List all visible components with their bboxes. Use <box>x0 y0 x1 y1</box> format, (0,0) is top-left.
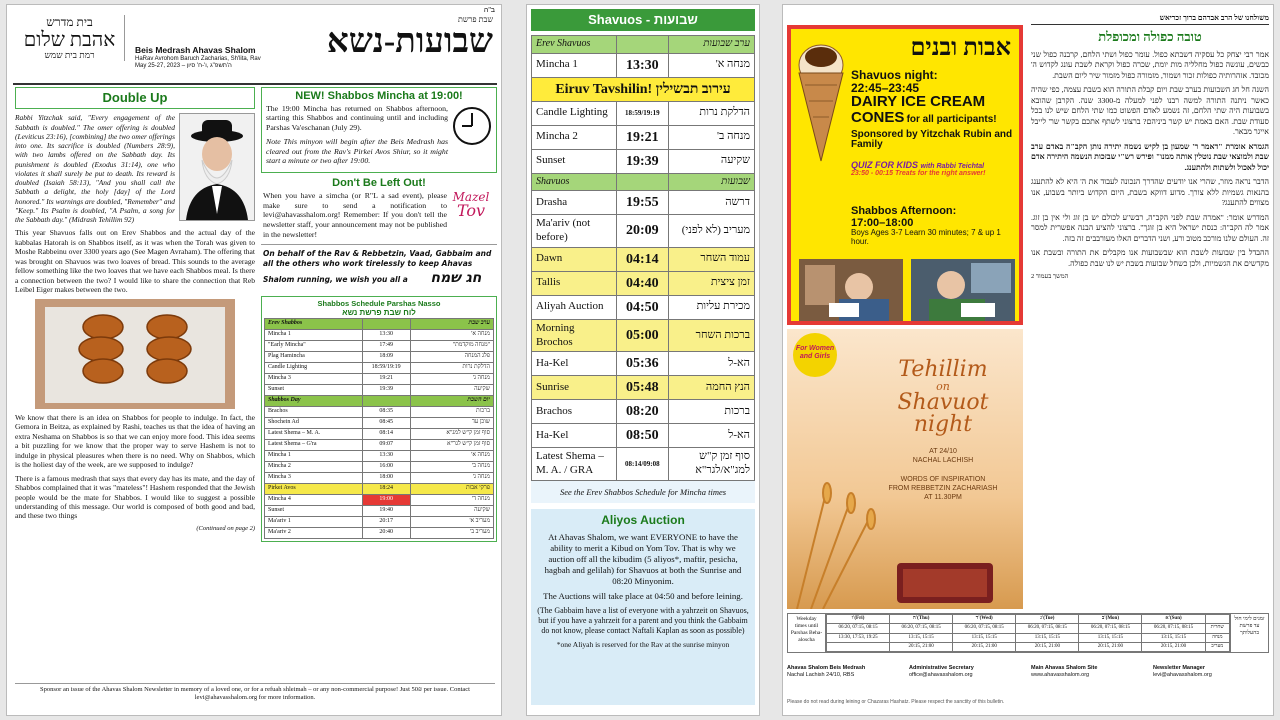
schedule-row <box>265 352 494 363</box>
contact-title: Ahavas Shalom Beis Medrash <box>787 665 866 671</box>
schedule-time: 20:40 <box>362 528 410 539</box>
shavuos-row <box>532 77 755 101</box>
mincha-title: NEW! Shabbos Mincha at 19:00! <box>266 90 492 104</box>
schedule-time: 08:35 <box>362 407 410 418</box>
shavuos-time: 18:59/19:19 <box>616 101 668 125</box>
weekday-header-row <box>827 615 1230 624</box>
aliyos-para-4: *one Aliyah is reserved for the Rav at the sunrise minyon <box>556 640 730 650</box>
schedule-event: "Early Mincha" <box>265 341 363 352</box>
shavuos-time <box>616 173 668 191</box>
schedule-row <box>265 341 494 352</box>
weekday-time: 20:15, 21:00 <box>1142 642 1205 651</box>
parsha-title: שבועות-נשא <box>326 23 493 60</box>
schedule-row <box>265 418 494 429</box>
shavuos-event: Sunset <box>532 149 617 173</box>
schedule-row <box>265 462 494 473</box>
afternoon-time: 17:00–18:00 <box>851 217 914 230</box>
schedule-row <box>265 319 494 330</box>
shavuos-event: Ha-Kel <box>532 352 617 376</box>
shavuos-title-he: שבועות <box>653 12 698 27</box>
schedule-event-he: שוכן עד <box>410 418 493 429</box>
wheat-illustration <box>787 479 1023 609</box>
tov-word: Tov <box>456 200 486 220</box>
schedule-time: 19:21 <box>362 374 410 385</box>
weekday-time: 06:20, 07:15, 08:15 <box>1016 624 1079 633</box>
schedule-event: Candle Lighting <box>265 363 363 374</box>
shavuos-event-he: שבועות <box>668 173 754 191</box>
schedule-event: Mincha 3 <box>265 473 363 484</box>
tehillim-on: on <box>936 380 950 393</box>
shavuos-time: 20:09 <box>616 215 668 248</box>
shavuos-time: 04:14 <box>616 247 668 271</box>
schedule-row <box>265 374 494 385</box>
schedule-event: Shabbos Day <box>265 396 363 407</box>
shavuos-event: Erev Shavuos <box>532 36 617 54</box>
schedule-row <box>265 440 494 451</box>
schedule-row <box>265 528 494 539</box>
shavuos-time: 13:30 <box>616 53 668 77</box>
weekday-time: 20:15, 21:00 <box>953 642 1016 651</box>
weekday-time: 13:15, 15:15 <box>1016 633 1079 642</box>
contact-title: Administrative Secretary <box>909 665 974 671</box>
schedule-time: 18:24 <box>362 484 410 495</box>
mincha-note: Note This minyon will begin after the Beis Medrash has cleared out from the Rav's Pirkei Avos Shiur, so it might start a minute or two after 19:00. <box>266 136 448 166</box>
tehillim-title <box>873 359 1013 436</box>
shavuos-event-he: הדלקת נרות <box>668 101 754 125</box>
weekday-day: ה'(Thu) <box>890 615 953 624</box>
avos-title: אבות ובנים <box>910 35 1011 61</box>
weekday-time: 13:30, 17:53, 19:25 <box>827 633 890 642</box>
shavuos-event-he: שקיעה <box>668 149 754 173</box>
torah-heading: משולחנו של הרב אברהם ברוך זכריאש <box>1031 13 1269 25</box>
weekday-day: ב'(Mon) <box>1079 615 1142 624</box>
weekday-day: ג'(Tue) <box>1016 615 1079 624</box>
schedule-title-he: לוח שבת פרשת נשא <box>264 308 494 318</box>
shavuos-event: Ma'ariv (not before) <box>532 215 617 248</box>
shavuos-row <box>532 215 755 248</box>
tehillim-flyer <box>787 329 1023 609</box>
schedule-event-he: פלג המנחה <box>410 352 493 363</box>
challah-photo <box>35 299 235 409</box>
torah-continued: המשך בעמוד 2 <box>1031 273 1069 281</box>
masthead <box>135 45 335 71</box>
masthead-title: Beis Medrash Ahavas Shalom <box>135 45 256 55</box>
aliyos-para-3: (The Gabbaim have a list of everyone with a yahrzeit on Shavuos, but if you have a yahrzeit for a parent and you think the Gabbaim do not know, please contact Naftali Kaplan as soon as possible) <box>537 606 749 636</box>
aliyos-auction <box>531 509 755 705</box>
shavuos-row <box>532 36 755 54</box>
shavuos-time: 19:21 <box>616 125 668 149</box>
shavuos-event: Ha-Kel <box>532 424 617 448</box>
shabbos-schedule <box>261 296 497 542</box>
double-up-para-2: We know that there is an idea on Shabbos for people to indulge. In fact, the Gemora in Beitza, as explained by Rashi, teaches us that the idea of having an extra Neshama on Shabbos is so that we can enjoy more food. This idea seems a bit puzzling for we know that the proper way to serve Hashem is not to indulge in physical pleasures when there is no need. Why on Shabbos, which is the holiest day of the week, are we supposed to indulge? <box>15 412 255 470</box>
schedule-time <box>362 396 410 407</box>
weekday-time: 06:20, 07:15, 08:15 <box>827 624 890 633</box>
tehillim-location: NACHAL LACHISH <box>912 457 974 465</box>
tehillim-address: AT 24/10 <box>929 448 957 455</box>
shavuos-time: 08:14/09:08 <box>616 448 668 481</box>
torah-para-1: אמר רבי יצחק כל עסקיה דשבתא כפול. עומר כפול ושתי הלחם, קרבנה כפול שני כבשים, עונשה כפול מחלליה מות יומת, שכרה כפול וקראת לשבת עונג לקדוש ה' מכובד. אזהרותיה כפולות זכור ושמור, מזמורה כפול מזמור שיר ליום השבת. <box>1031 49 1269 80</box>
afternoon-title: Shabbos Afternoon: <box>851 205 957 217</box>
schedule-row <box>265 363 494 374</box>
weekday-time: 06:20, 07:15, 08:15 <box>1142 624 1205 633</box>
shavuos-event-he: ערב שבועות <box>668 36 754 54</box>
shavuos-event: Candle Lighting <box>532 101 617 125</box>
avos-line-4b: for all participants! <box>906 113 997 125</box>
avos-line-1: Shavuos night: <box>851 68 938 82</box>
aliyos-para-2: The Auctions will take place at 04:50 and before leining. <box>543 591 743 602</box>
torah-para-5: המדרש אומר: "אמרה שבת לפני הקב"ה, רבש"ע לכולם יש בן זוג ולי אין בן זוג. אמר לה הקב"ה: כנסת ישראל היא בן זוגך". ברצוני להציע הבנה אפשרית למסר זה. העולם שלנו מורכב מטוב ורע, ושני הדברים האלו מעורבבים זה בזה. <box>1031 212 1269 243</box>
shavuos-event-he: מנחה א' <box>668 53 754 77</box>
schedule-event: Erev Shabbos <box>265 319 363 330</box>
mazel-word: Mazel <box>452 189 490 204</box>
newsletter-page-2 <box>526 4 760 716</box>
weekday-row-label: מעריב <box>1205 642 1229 651</box>
schedule-time: 08:14 <box>362 429 410 440</box>
quiz-time: 23:50 - 00:15 Treats for the right answer! <box>851 170 986 178</box>
schedule-event: Mincha 1 <box>265 330 363 341</box>
schedule-time: 18:00 <box>362 473 410 484</box>
schedule-event-he: מנחה ד' <box>410 495 493 506</box>
logo-line-3: רמת בית שמש <box>44 50 95 60</box>
schedule-event-he: "מנחה מוקדמת" <box>410 341 493 352</box>
weekday-day: ד'(Wed) <box>953 615 1016 624</box>
left-out-box <box>261 177 497 239</box>
schedule-row <box>265 495 494 506</box>
chag-wish-text: On behalf of the Rav & Rebbetzin, Vaad, Gabbaim and all the others who work tirelessly to keep Ahavas Shalom running, we wish you all a <box>263 248 492 284</box>
avos-line-2: 22:45–23:45 <box>851 80 920 95</box>
contact-block <box>787 665 903 679</box>
schedule-event-he: שקיעה <box>410 385 493 396</box>
contact-detail: Nachal Lachish 24/10, RBS <box>787 671 855 678</box>
quiz-title: QUIZ FOR KIDS <box>851 159 918 170</box>
shavuos-event: Mincha 2 <box>532 125 617 149</box>
logo <box>15 15 125 61</box>
shavuos-row <box>532 53 755 77</box>
schedule-time: 08:45 <box>362 418 410 429</box>
torah-title: טובה כפולה ומכופלת <box>1098 29 1202 45</box>
shavuos-row <box>532 173 755 191</box>
afternoon-desc: Boys Ages 3-7 Learn 30 minutes; 7 & up 1 hour. <box>851 228 1001 246</box>
schedule-row <box>265 517 494 528</box>
schedule-event-he: ברכות <box>410 407 493 418</box>
contact-block <box>909 665 1025 679</box>
continued-note: (Continued on page 2) <box>196 524 255 532</box>
shavuos-event: Tallis <box>532 271 617 295</box>
newsletter-page-3 <box>782 4 1274 716</box>
shabbos-afternoon <box>851 205 1019 247</box>
schedule-time: 16:00 <box>362 462 410 473</box>
schedule-row <box>265 473 494 484</box>
contact-title: Main Ahavas Shalom Site <box>1031 665 1098 671</box>
schedule-time: 19:00 <box>362 495 410 506</box>
avos-sponsor: Sponsored by Yitzchak Rubin and Family <box>851 128 1013 151</box>
avos-ubanim-flyer <box>787 25 1023 325</box>
torah-para-2: השנה חל חג השבועות בערב שבת ויום קבלת התורה הוא בשבת עצמה, כפי שהיה כאשר ניתנה התורה למשה רבנו לפני למעלה מ-3300 שנה. הקרבן שהובא בשבועות היה שתי הלחם, זה נשמע לאדם הפשוט כמו שתי הלחם שיש לנו בכל סעודת שבת. האם באמת יש קשר ביניהם? ברצוני לשתף אתכם בקשר שר' לייבל אייגר מבאר. <box>1031 85 1269 137</box>
schedule-time: 19:39 <box>362 385 410 396</box>
tehillim-speaker: FROM REBBETZIN ZACHARIASH <box>888 485 998 493</box>
shavuos-schedule <box>531 35 755 503</box>
weekday-time <box>827 642 890 651</box>
schedule-event-he: הדלקת נרות <box>410 363 493 374</box>
schedule-row <box>265 451 494 462</box>
weekday-day: ו'(Fri) <box>827 615 890 624</box>
shavuos-event-he: ברכות <box>668 400 754 424</box>
avos-info <box>851 69 1019 177</box>
weekday-day: א'(Sun) <box>1142 615 1205 624</box>
schedule-time: 18:09 <box>362 352 410 363</box>
eiruv-banner: Eiruv Tavshilin! עירוב תבשילין <box>532 77 755 101</box>
masthead-date: May 25-27, 2023 – ה'תשפ"ג ,ו'-ח' סיון <box>135 63 232 70</box>
shavuos-event: Latest Shema – M. A. / GRA <box>532 448 617 481</box>
weekday-row <box>827 642 1230 651</box>
schedule-title-en: Shabbos Schedule Parshas Nasso <box>264 299 494 308</box>
schedule-table <box>264 318 494 539</box>
schedule-event: Latest Shema – M. A. <box>265 429 363 440</box>
weekday-time: 13:15, 15:15 <box>953 633 1016 642</box>
schedule-event-he: מנחה ב' <box>410 462 493 473</box>
schedule-event-he: סוף זמן ק"ש לגר"א <box>410 440 493 451</box>
schedule-row <box>265 484 494 495</box>
see-note: See the Erev Shabbos Schedule for Mincha times <box>531 481 755 504</box>
schedule-event-he: שקיעה <box>410 506 493 517</box>
contact-title: Newsletter Manager <box>1153 665 1205 671</box>
shavuos-time <box>616 36 668 54</box>
shavuos-event-he: זמן ציצית <box>668 271 754 295</box>
tehillim-time: AT 11.30PM <box>924 494 962 502</box>
schedule-event: Mincha 3 <box>265 374 363 385</box>
shavuos-row <box>532 352 755 376</box>
newsletter-page-1 <box>6 4 502 716</box>
ice-cream-icon <box>795 43 847 163</box>
schedule-time <box>362 319 410 330</box>
schedule-row <box>265 385 494 396</box>
shavuos-row <box>532 400 755 424</box>
shavuos-event: Mincha 1 <box>532 53 617 77</box>
schedule-event-he: סוף זמן ק"ש למג"א <box>410 429 493 440</box>
header-rule <box>13 83 497 85</box>
schedule-event: Plag Haminchа <box>265 352 363 363</box>
shavuos-row <box>532 101 755 125</box>
schedule-event-he: מנחה ג' <box>410 374 493 385</box>
weekday-row-label: שחרית <box>1205 624 1229 633</box>
shavuos-time: 04:40 <box>616 271 668 295</box>
weekday-time: 06:20, 07:15, 08:15 <box>953 624 1016 633</box>
mincha-body: The 19:00 Mincha has returned on Shabbos afternoon, starting this Shabbos and continuing until and including Parshas Va'eschanan (July 29). <box>266 103 448 133</box>
page1-right-column <box>261 87 497 679</box>
shavuos-event-he: דרשה <box>668 191 754 215</box>
schedule-event: Mincha 1 <box>265 451 363 462</box>
schedule-event: Sunset <box>265 385 363 396</box>
shavuos-event-he: הא-ל <box>668 352 754 376</box>
quiz-host: with Rabbi Teichtal <box>920 162 985 170</box>
schedule-event-he: יום השבת <box>410 396 493 407</box>
aliyos-para-1: At Ahavas Shalom, we want EVERYONE to have the ability to merit a Kibud on Yom Tov. That is why we auction off all the kibudim (5 aliyos*, maftir, pesicha, hagbah and gelilah) for Shavuos at both the Sunrise and 08:20 Minyonim. <box>544 532 742 587</box>
schedule-event-he: מעריב א' <box>410 517 493 528</box>
shavuos-time: 05:48 <box>616 376 668 400</box>
shavuos-event-he: ברכות השחר <box>668 319 754 352</box>
contact-block <box>1153 665 1269 679</box>
tehillim-inspiration: WORDS OF INSPIRATION <box>900 476 986 484</box>
weekday-table <box>826 614 1230 652</box>
shavuos-event: Shavuos <box>532 173 617 191</box>
shavuos-row <box>532 271 755 295</box>
weekday-time: 06:20, 07:15, 08:15 <box>1079 624 1142 633</box>
schedule-event: Ma'ariv 2 <box>265 528 363 539</box>
shavuos-row <box>532 191 755 215</box>
shavuos-event: Sunrise <box>532 376 617 400</box>
weekday-label-en: Weekday times until Parshas Beha-aloscha <box>788 614 826 652</box>
chag-wish <box>261 244 497 292</box>
contact-detail: levi@ahavasshalom.org <box>1153 671 1212 678</box>
double-up-title: Double Up <box>15 87 255 109</box>
schedule-row <box>265 407 494 418</box>
shavuos-event-he: הנץ החמה <box>668 376 754 400</box>
schedule-time: 13:30 <box>362 330 410 341</box>
clock-icon <box>452 106 492 146</box>
schedule-row <box>265 396 494 407</box>
chag-sameach: חג שמח <box>430 269 482 286</box>
torah-para-3: הגמרא אומרת "דאמר ר' שמעון בן לקיש נשמה יתירה נותן הקב"ה באדם ערב שבת ולמוצאי שבת נוטלין אותה ממנו" ופירש רש"י שבזכות הנשמה היתירה אדם יכול לאכול ולשתות ולהתענג. <box>1031 141 1269 172</box>
weekday-row <box>827 624 1230 633</box>
kids-photo-1 <box>799 259 903 321</box>
contact-detail: www.ahavasshalom.org <box>1031 671 1090 678</box>
shavuos-event: Brachos <box>532 400 617 424</box>
tehillim-night: Shavuot night <box>897 390 989 437</box>
shavuos-event: Morning Brochos <box>532 319 617 352</box>
schedule-event: Ma'ariv 1 <box>265 517 363 528</box>
schedule-event-he: מנחה ג' <box>410 473 493 484</box>
shavuos-row <box>532 376 755 400</box>
schedule-event: Brachos <box>265 407 363 418</box>
left-out-body: When you have a simcha (or R"L a sad event), please make sure to send a notification to levi@ahavasshalom.org! Remember: If you don't tell the newsletter staff, your announcement may not be published in the newsletter! <box>263 190 447 239</box>
weekday-time: 20:15, 21:00 <box>890 642 953 651</box>
shavuos-event-he: סוף זמן ק"ש למג"א/לגר"א <box>668 448 754 481</box>
schedule-event: Sunset <box>265 506 363 517</box>
schedule-time: 17:49 <box>362 341 410 352</box>
shavuos-time: 05:36 <box>616 352 668 376</box>
contact-strip <box>787 665 1269 679</box>
double-up-article <box>15 87 255 677</box>
shavuos-time: 05:00 <box>616 319 668 352</box>
shavuos-row <box>532 295 755 319</box>
shavuos-event-he: מנחה ב' <box>668 125 754 149</box>
schedule-row <box>265 330 494 341</box>
weekday-row <box>827 633 1230 642</box>
shavuos-time: 08:20 <box>616 400 668 424</box>
shavuos-row <box>532 247 755 271</box>
masthead-sub: HaRav Avrohom Baruch Zacharias, Sh'lita, Rav <box>135 55 261 62</box>
weekday-time: 13:15, 15:15 <box>1142 633 1205 642</box>
shavuos-time: 19:39 <box>616 149 668 173</box>
shavuos-row <box>532 448 755 481</box>
shavuos-row <box>532 319 755 352</box>
torah-para-4: הדבר נראה מוזר, שהרי אנו יודעים שהדרך הנכונה לעבוד את ה' היא לא להתענג בהנאות גשמיות ללא צורך. מדוע דווקא בשבת, היום הקדוש ביותר בשבוע, אנו מצווים להתענג? <box>1031 177 1269 208</box>
double-up-para-1: This year Shavuos falls out on Erev Shabbos and the actual day of the kabbalas Hatorah is on Shabbos itself, as it was when the Torah was given to Moshe Rabbeinu over 3300 years ago (See Magen Avraham). The offering that was brought on Shavuos was two loaves of bread. This sounds to the average fellow something like the two loaves that we have each Shabbos meal. Is there a connection between the two? I would like to share the connection that Reb Leibel Eiger makes between the two. <box>15 228 255 295</box>
shavuos-time: 04:50 <box>616 295 668 319</box>
aliyos-title: Aliyos Auction <box>601 513 685 528</box>
corner-mark: ב"ה <box>483 7 495 14</box>
schedule-event: Pirkei Avos <box>265 484 363 495</box>
sponsor-footer: Sponsor an issue of the Ahavas Shalom Newsletter in memory of a loved one, or for a refuah shleimah – or any non-commercial purpose! Just 50₪ per issue. Contact levi@ahavasshalom.org for more information. <box>15 683 495 702</box>
shavuos-event-he: הא-ל <box>668 424 754 448</box>
weekday-blank <box>1205 615 1229 624</box>
tehillim-word: Tehillim <box>898 357 988 382</box>
shavuos-event: Drasha <box>532 191 617 215</box>
schedule-time: 09:07 <box>362 440 410 451</box>
logo-line-1: בית מדרש <box>46 15 93 29</box>
schedule-row <box>265 429 494 440</box>
torah-para-6: ההבדל בין שבועות לשבת הוא שבשבועות אנו מקבלים את התורה ובשבת אנו מקדשים את הגשמיות, ולכן כשחל שבועות בשבת יש לנו שבת כפולה. <box>1031 248 1269 268</box>
contact-detail: office@ahavasshalom.org <box>909 671 973 678</box>
weekday-time: 06:20, 07:15, 08:15 <box>890 624 953 633</box>
weekday-label-he: זמנים לימי חול עד פרשת בהעלותך <box>1230 614 1268 652</box>
avos-line-4: CONES <box>851 108 905 126</box>
schedule-event: Latest Shema – G'ra <box>265 440 363 451</box>
weekday-time: 13:15, 15:15 <box>890 633 953 642</box>
shavuos-row <box>532 149 755 173</box>
weekday-time: 13:15, 15:15 <box>1079 633 1142 642</box>
shavuos-time: 19:55 <box>616 191 668 215</box>
torah-article <box>1031 13 1269 609</box>
shavuos-row <box>532 424 755 448</box>
double-up-intro: Rabbi Yitzchak said, "Every engagement of the Sabbath is doubled." The omer offering is doubled (Leviticus 23:16), [combining] the two omer offerings into one. Its sacrifice is doubled (Numbers 28:9), with two lambs offered on the Sabbath day. Its punishment is doubled (Exodus 31:14), one who violates it shall surely be put to death. Its reward is doubled (Isaiah 58:13), "And you shall call the Sabbath a delight, the holy [day] of the Lord honored." Its warnings are doubled, "Remember" and "Keep." Its Psalm is doubled, "A Psalm, a song for the Sabbath day." (Midrash Tehillim 92) <box>15 113 175 224</box>
schedule-event-he: ערב שבת <box>410 319 493 330</box>
mazel-tov-badge <box>447 191 495 235</box>
schedule-event-he: מעריב ב' <box>410 528 493 539</box>
contact-block <box>1031 665 1147 679</box>
schedule-event-he: פרקי אבות <box>410 484 493 495</box>
shavuos-table <box>531 35 755 481</box>
schedule-time: 20:17 <box>362 517 410 528</box>
logo-line-2: אהבת שלום <box>23 29 116 51</box>
schedule-row <box>265 506 494 517</box>
weekday-time: 20:15, 21:00 <box>1079 642 1142 651</box>
kids-photo-2 <box>911 259 1015 321</box>
women-girls-badge: For Women and Girls <box>793 333 837 377</box>
left-out-title: Don't Be Left Out! <box>263 177 495 191</box>
schedule-time: 13:30 <box>362 451 410 462</box>
schedule-event-he: מנחה א' <box>410 451 493 462</box>
weekday-time: 20:15, 21:00 <box>1016 642 1079 651</box>
rabbi-portrait <box>179 113 255 221</box>
schedule-time: 19:40 <box>362 506 410 517</box>
shavuos-event-he: מכירת עליות <box>668 295 754 319</box>
shavuos-event-he: מעריב (לא לפני) <box>668 215 754 248</box>
schedule-time: 18:59/19:19 <box>362 363 410 374</box>
schedule-event: Shochein Ad <box>265 418 363 429</box>
shavuos-event-he: עמוד השחר <box>668 247 754 271</box>
avos-line-3: DAIRY ICE CREAM <box>851 93 986 111</box>
schedule-event: Mincha 2 <box>265 462 363 473</box>
shavuos-row <box>532 125 755 149</box>
mincha-box <box>261 87 497 173</box>
shavuos-event: Aliyah Auction <box>532 295 617 319</box>
shavuos-time: 08:50 <box>616 424 668 448</box>
shavuos-event: Dawn <box>532 247 617 271</box>
parsha-label: שבת פרשת <box>457 15 493 24</box>
weekday-times <box>787 613 1269 653</box>
schedule-event: Mincha 4 <box>265 495 363 506</box>
shavuos-title-en: Shavuos - <box>588 12 651 27</box>
schedule-event-he: מנחה א' <box>410 330 493 341</box>
shavuos-banner <box>531 9 755 31</box>
bottom-note: Please do not read during leining or Chazaras Hashatz. Please respect the sanctity of this bulletin. <box>787 699 1005 705</box>
double-up-para-3: There is a famous medrash that says that every day has its mate, and the day of Shabbos complained that it was "mateless"! Hashem responded that the Jewish people would be the mate for Shabbos. I would like to suggest a possible understanding of this message. Our world is composed of both good and bad, and these two things <box>15 473 255 521</box>
weekday-row-label: מנחה <box>1205 633 1229 642</box>
